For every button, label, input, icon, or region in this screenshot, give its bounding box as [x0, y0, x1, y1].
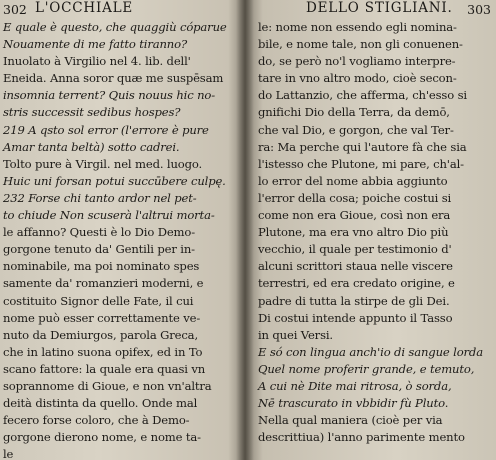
- text-line: E só con lingua anch'io di sangue lorda: [258, 344, 483, 359]
- text-line: Quel nome proferir grande, e temuto,: [258, 361, 475, 376]
- text-line: nome può esser correttamente ve-: [3, 310, 201, 325]
- text-line: l'error della cosa; poiche costui si: [258, 190, 452, 205]
- left-page-number: 302: [3, 2, 27, 17]
- text-line: scano fattore: la quale era quasi vn: [3, 361, 206, 376]
- text-line: Inuolato à Virgilio nel 4. lib. dell': [3, 54, 191, 69]
- text-line: samente da' romanzieri moderni, e: [3, 276, 204, 291]
- text-line: fecero forse coloro, che à Demo-: [3, 413, 190, 428]
- text-line: Nouamente di me fatto tiranno?: [3, 37, 188, 52]
- text-line: Huic uni forsan potui succūbere culpę.: [3, 173, 226, 188]
- text-line: le: [3, 447, 14, 460]
- text-line: Nella qual maniera (cioè per via: [258, 413, 443, 428]
- text-line: alcuni scrittori staua nelle viscere: [258, 259, 453, 274]
- text-line: 219 A qsto sol error (l'errore è pure: [3, 122, 209, 137]
- text-line: tare in vno altro modo, cioè secon-: [258, 71, 457, 86]
- text-line: insomnia terrent? Quis nouus hic no-: [3, 88, 216, 103]
- text-line: nominabile, ma poi nominato spes: [3, 259, 200, 274]
- text-line: Di costui intende appunto il Tasso: [258, 310, 453, 325]
- text-line: do Lattanzio, che afferma, ch'esso si: [258, 88, 467, 103]
- left-running-title: L'OCCHIALE: [35, 0, 134, 16]
- text-line: in quei Versi.: [258, 327, 333, 342]
- text-line: E quale è questo, che quaggiù cóparue: [3, 20, 227, 34]
- text-line: le: nome non essendo egli nomina-: [258, 20, 457, 34]
- text-line: gorgone tenuto da' Gentili per in-: [3, 242, 195, 257]
- text-line: gnifichi Dio della Terra, da demō,: [258, 105, 450, 120]
- text-line: le affanno? Questi è lo Dio Demo-: [3, 225, 195, 240]
- text-line: 232 Forse chi tanto ardor nel pet-: [3, 190, 197, 205]
- text-line: Plutone, ma era vno altro Dio più: [258, 225, 449, 240]
- text-line: come non era Gioue, così non era: [258, 208, 451, 223]
- left-page: [3, 0, 237, 460]
- text-line: terrestri, ed era credato origine, e: [258, 276, 455, 291]
- right-page-number: 303: [467, 2, 491, 17]
- text-line: Nē trascurato in vbbidir fù Pluto.: [258, 396, 449, 411]
- left-page-text: [3, 18, 237, 460]
- text-line: Eneida. Anna soror quæ me suspēsam: [3, 71, 224, 86]
- text-line: gorgone dierono nome, e nome ta-: [3, 430, 201, 445]
- book-gutter: [236, 0, 254, 460]
- text-line: che val Dio, e gorgon, che val Ter-: [258, 122, 454, 137]
- text-line: Tolto pure à Virgil. nel med. luogo.: [3, 156, 203, 171]
- text-line: nuto da Demiurgos, parola Greca,: [3, 327, 198, 342]
- text-line: descrittiua) l'anno parimente mento: [258, 430, 465, 445]
- text-line: to chiude Non scuserà l'altrui morta-: [3, 208, 215, 223]
- text-line: ra: Ma perche qui l'autore fà che sia: [258, 139, 467, 154]
- left-page-header: [3, 0, 237, 18]
- text-line: deità distinta da quello. Onde mal: [3, 396, 198, 411]
- text-line: lo error del nome abbia aggiunto: [258, 173, 448, 188]
- text-line: l'istesso che Plutone, mi pare, ch'al-: [258, 156, 464, 171]
- text-line: stris successit sedibus hospes?: [3, 105, 181, 120]
- text-line: costituito Signor delle Fate, il cui: [3, 293, 194, 308]
- text-line: vecchio, il quale per testimonio d': [258, 242, 452, 257]
- text-line: A cui nè Dite mai ritrosa, ò sorda,: [258, 378, 452, 393]
- right-page-header: [258, 0, 493, 18]
- text-line: Amar tanta beltà) sotto cadrei.: [3, 139, 180, 154]
- text-line: padre di tutta la stirpe de gli Dei.: [258, 293, 450, 308]
- text-line: do, se però no'l vogliamo interpre-: [258, 54, 456, 69]
- text-line: che in latino suona opifex, ed in To: [3, 344, 203, 359]
- right-page-text: [258, 18, 493, 446]
- right-running-title: DELLO STIGLIANI.: [306, 0, 453, 16]
- text-line: soprannome di Gioue, e non vn'altra: [3, 378, 212, 393]
- right-page: [258, 0, 493, 460]
- text-line: bile, e nome tale, non gli conuenen-: [258, 37, 463, 52]
